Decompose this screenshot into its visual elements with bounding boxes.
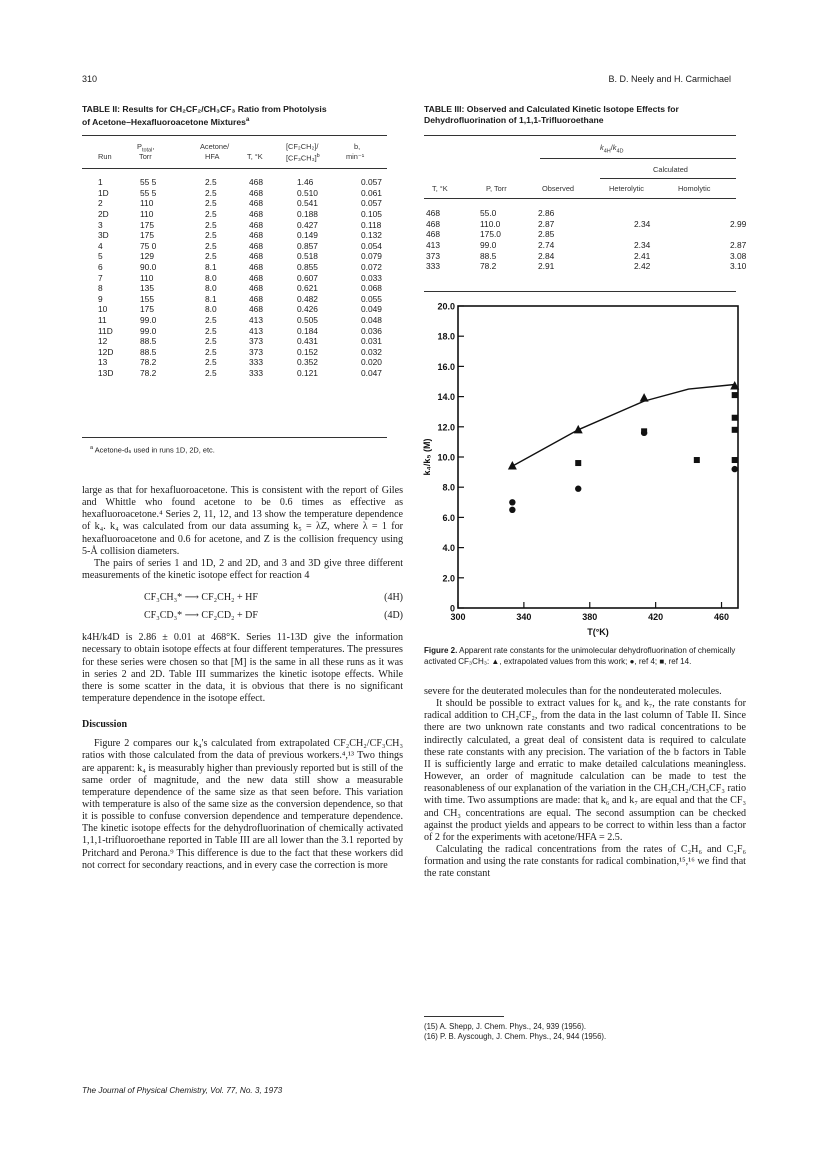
table-cell: 9 [98,293,103,304]
section-heading: Discussion [82,719,128,731]
table-cell: 333 [426,261,440,272]
table3-body [424,208,790,272]
table-row [424,240,790,251]
table-cell: 8.0 [205,283,217,294]
table-row [82,230,411,241]
table-cell: 2.87 [538,218,555,229]
table-cell: 468 [249,251,263,262]
figure2-caption: Figure 2. Apparent rate constants for the unimolecular dehydrofluorination of chemically activated CF₃CH₃: ▲, extrapolated values from this work; ●, ref 4; ■, ref 14. [424,646,736,666]
y-tick-label: 0 [449,603,455,614]
plot-frame [458,306,738,608]
paragraph: Calculating the radical concentrations from the rates of C₂H₆ and C₂F₆ formation and using the rate constants for radical combination,¹⁵,¹⁶ we find that the rate constant [424,844,746,880]
table-cell: 78.2 [140,367,157,378]
table-cell: 0.607 [297,272,318,283]
table-cell: 12 [98,336,108,347]
table-cell: 468 [249,283,263,294]
table-cell [704,229,790,240]
square-point [732,392,738,398]
table-cell: 99.0 [480,240,497,251]
triangle-point [640,393,649,402]
table2-header: Run $P_{total}$, Torr Acetone/ HFA T, °K [CF₂CH₂]/ $[CF_3CH_3]^b$ b, min⁻¹ [98,142,365,163]
table-row [82,336,411,347]
table-cell: 78.2 [140,357,157,368]
table3-group-rule [540,158,736,159]
circle-point [509,507,515,513]
equations: CF₃CH₃* ⟶ CF₂CH₂ + HF (4H) CF₃CD₃* ⟶ CF₂CD₂ + DF (4D) [144,592,403,622]
y-tick-label: 4.0 [442,543,455,554]
table-cell: 10 [98,304,108,315]
table-cell: 2.74 [538,240,555,251]
table-cell: 0.118 [361,219,382,230]
table-row [82,283,411,294]
table-row [82,177,411,188]
table-cell: 55 5 [140,187,157,198]
figure2-chart [418,296,748,641]
table-cell: 3.08 [730,250,747,261]
y-tick-label: 16.0 [437,361,455,372]
table-cell: 0.518 [297,251,318,262]
table-cell: 0.079 [361,251,382,262]
y-axis-label: k₄/k₅ (M) [422,438,432,476]
table-row [82,251,411,262]
running-header-authors: B. D. Neely and H. Carmichael [608,74,731,84]
table-cell: 88.5 [140,336,157,347]
table-cell [608,229,704,240]
table2-caption: TABLE II: Results for CH₂CF₂/CH₃CF₃ Ratio from Photolysis of Acetone–Hexafluoroacetone Mixtures$^a$ [82,104,327,127]
table-cell: 0.427 [297,219,318,230]
table-row [424,229,790,240]
table3-calc-header: Calculated [653,165,688,174]
table-cell: 8.0 [205,304,217,315]
table-cell: 175.0 [480,229,501,240]
table-cell: 0.855 [297,262,318,273]
table-row [82,188,411,199]
x-tick-label: 420 [648,612,664,622]
table-cell: 2.5 [205,240,217,251]
table-row [82,262,411,273]
table-cell: 373 [426,250,440,261]
table-row [424,219,790,230]
triangle-point [508,461,517,470]
journal-footer: The Journal of Physical Chemistry, Vol. 77, No. 3, 1973 [82,1086,283,1095]
table-cell: 2.5 [205,198,217,209]
table-cell: 2.5 [205,209,217,220]
table-cell: 0.510 [297,187,318,198]
table-cell: 468 [249,177,263,188]
y-tick-label: 10.0 [437,452,455,463]
square-point [641,428,647,434]
table-cell: 99.0 [140,325,157,336]
table-cell: 468 [249,219,263,230]
table-cell: 2.5 [205,357,217,368]
paragraph: The pairs of series 1 and 1D, 2 and 2D, and 3 and 3D give three different measurements of the kinetic isotope effect for reaction 4 [82,557,403,582]
paragraph: large as that for hexafluoroacetone. This is consistent with the report of Giles and Whittle who found acetone to be 0.6 times as effective as hexafluoroacetone.⁴ Series 2, 11, 12, and 13 show the temperature dependence of k₄. k₄ was calculated from our data assuming k₅ = λZ, where λ = 1 for hexafluoroacetone and 0.6 for acetone, and Z is the collision frequency using 5-Å collision diameters. [82,485,403,557]
table-cell: 468 [249,272,263,283]
table-cell: 2.41 [634,250,651,261]
circle-point [732,466,738,472]
table-cell: 0.352 [297,357,318,368]
y-tick-label: 14.0 [437,392,455,403]
x-tick-label: 380 [582,612,598,622]
table3-bottom-rule [424,291,736,292]
table-cell: 2.99 [730,218,747,229]
table-row [82,347,411,358]
table-cell: 0.033 [361,272,382,283]
square-point [575,460,581,466]
table-cell: 110 [140,198,154,209]
table-row [82,325,411,336]
table-cell: 2.5 [205,325,217,336]
table2-body [82,177,411,378]
table-cell: 2.87 [730,240,747,251]
table-row [82,304,411,315]
table-cell: 0.057 [361,177,382,188]
table-cell: 2.5 [205,315,217,326]
table-cell: 13 [98,357,108,368]
table-cell: 135 [140,283,154,294]
table-cell: 468 [249,209,263,220]
table-cell: 0.032 [361,346,382,357]
table-row [82,272,411,283]
paragraph: Figure 2 compares our k₄'s calculated from extrapolated CF₂CH₂/CF₃CH₃ ratios with those calculated from the data of previous workers.⁴,¹³ Two things are apparent: k₄ is measurably higher than previously reported but is still of the same order of magnitude, and the new data still show a measurable temperature dependence of the same size as that seen before. This variation with temperature is also of the same size as the conversion dependence, so that it is possible to confuse conversion dependence and temperature dependence. The kinetic isotope effects for the dehydrofluorination of chemically activated 1,1,1-trifluoroethane reported in Table III are all lower than the 3.1 reported by Pritchard and Perona.⁹ This difference is due to the fact that these workers did not correct for secondary reactions, and in every case the correction is more [82,738,403,871]
table-cell: 4 [98,240,103,251]
table-cell [704,208,790,219]
table-cell: 55.0 [480,208,497,219]
table-cell: 1.46 [297,177,314,188]
table-cell [608,208,704,219]
table-cell: 0.152 [297,346,318,357]
paragraph: severe for the deuterated molecules than for the nondeuterated molecules. [424,686,722,697]
table-row [82,241,411,252]
table-cell: 0.055 [361,293,382,304]
table-cell: 88.5 [140,346,157,357]
table-cell: 110 [140,209,154,220]
table-cell: 78.2 [480,261,497,272]
table3-top-rule [424,135,736,136]
table-cell: 2.86 [538,208,555,219]
table-cell: 468 [249,262,263,273]
table-cell: 2.5 [205,346,217,357]
table-cell: 0.188 [297,209,318,220]
table-cell: 468 [249,240,263,251]
table-cell: 2.34 [634,240,651,251]
table-cell: 5 [98,251,103,262]
table-row [82,219,411,230]
table-cell: 373 [249,336,263,347]
y-tick-label: 8.0 [442,482,455,493]
table-cell: 11D [98,325,113,336]
table-cell: 413 [249,325,263,336]
y-tick-label: 20.0 [437,301,455,312]
table-cell: 90.0 [140,262,157,273]
table-cell: 468 [249,230,263,241]
table-cell: 0.049 [361,304,382,315]
table-cell: 0.068 [361,283,382,294]
x-tick-label: 300 [450,612,466,622]
references-rule [424,1016,504,1017]
table-cell: 2.5 [205,219,217,230]
table-cell: 333 [249,367,263,378]
table-cell: 2.85 [538,229,555,240]
table2-header-rule [82,168,387,169]
table-cell: 2.34 [634,218,651,229]
table-cell: 468 [426,229,440,240]
table-cell: 8.0 [205,272,217,283]
table-cell: 0.036 [361,325,382,336]
table-cell: 3D [98,230,109,241]
table3-header-rule [424,198,736,199]
table-cell: 8.1 [205,262,217,273]
table-cell: 0.132 [361,230,382,241]
table-cell: 110.0 [480,218,501,229]
table-row [424,250,790,261]
table-cell: 2.5 [205,251,217,262]
table-cell: 373 [249,346,263,357]
table-cell: 0.121 [297,367,318,378]
square-point [694,457,700,463]
table-cell: 0.431 [297,336,318,347]
table-cell: 99.0 [140,315,157,326]
table-row [82,198,411,209]
table-cell: 468 [249,304,263,315]
table-cell: 0.047 [361,367,382,378]
table-cell: 3 [98,219,103,230]
table-cell: 0.621 [297,283,318,294]
y-tick-label: 2.0 [442,573,455,584]
table-cell: 333 [249,357,263,368]
table-cell: 110 [140,272,154,283]
table-cell: 13D [98,367,114,378]
table-cell: 8 [98,283,103,294]
square-point [732,415,738,421]
table-cell: 0.184 [297,325,318,336]
square-point [732,427,738,433]
table3-group-header: $k_{4H}/k_{4D}$ [600,143,624,155]
table-cell: 0.482 [297,293,318,304]
table-cell: 8.1 [205,293,217,304]
table-cell: 155 [140,293,154,304]
x-tick-label: 340 [516,612,532,622]
table-cell: 468 [249,187,263,198]
table2-bottom-rule [82,437,387,438]
table-cell: 11 [98,315,107,326]
table-cell: 468 [249,198,263,209]
table-cell: 2.91 [538,261,555,272]
page-number: 310 [82,74,98,84]
table-cell: 0.061 [361,187,382,198]
y-tick-label: 6.0 [442,512,455,523]
table3-caption: TABLE III: Observed and Calculated Kinetic Isotope Effects for Dehydrofluorination of 1,1,1-Trifluoroethane [424,104,679,125]
references: (15) A. Shepp, J. Chem. Phys., 24, 939 (1956). (16) P. B. Ayscough, J. Chem. Phys., 24, 944 (1956). [424,1022,607,1041]
table-row [82,209,411,220]
table-cell: 175 [140,219,154,230]
table-cell: 2.42 [634,261,651,272]
fit-curve [512,385,734,467]
table-cell: 1 [98,177,103,188]
right-column [424,686,746,881]
table-cell: 129 [140,251,154,262]
table-cell: 55 5 [140,177,157,188]
table-cell: 0.426 [297,304,318,315]
table-cell: 0.105 [361,209,382,220]
y-tick-label: 12.0 [437,422,455,433]
table-cell: 175 [140,304,154,315]
table3-header: T, °K P, Torr Observed Heterolytic Homolytic [432,184,711,193]
left-column [82,485,403,872]
table-cell: 12D [98,346,114,357]
table-cell: 468 [426,208,440,219]
table-cell: 2 [98,198,103,209]
table-cell: 468 [426,218,440,229]
table2-footnote: $^a$ Acetone-d₆ used in runs 1D, 2D, etc. [90,445,215,455]
table-cell: 7 [98,272,103,283]
table-cell: 2D [98,209,109,220]
table-row [82,368,411,379]
table-cell: 0.072 [361,262,382,273]
y-tick-label: 18.0 [437,331,455,342]
x-axis-label: T(°K) [587,627,609,637]
table-cell: 0.020 [361,357,382,368]
paragraph: It should be possible to extract values for k₆ and k₇, the rate constants for radical addition to CH₂CF₂, from the data in the last column of Table II. Since there are two unknown rate constants and two radical concentrations to be indirectly calculated, a great deal of consistent data is required to calculate these rate constants with any precision. The variation of the b factors in Table II is sufficiently large and erratic to make detailed calculations meaningless. However, an order of magnitude calculation can be made to test the reasonableness of our explanation of the variation in the CH₂CH₂/CH₃CF₃ ratio with time. Two assumptions are made: that k₆ and k₇ are equal and that the CF₃ and CH₃ concentrations are equal. The second assumption can be checked against the product yields and appears to be correct to within less than a factor of 2 for the experiments with acetone/HFA = 2.5. [424,698,746,843]
table-cell: 1D [98,187,109,198]
table-cell: 0.031 [361,336,382,347]
table-row [82,294,411,305]
table-cell: 2.84 [538,250,555,261]
circle-point [509,499,515,505]
table-cell: 2.5 [205,336,217,347]
table-cell: 2.5 [205,367,217,378]
table-row [424,208,790,219]
circle-point [575,486,581,492]
table-cell: 0.054 [361,240,382,251]
table-cell: 3.10 [730,261,747,272]
table-cell: 0.857 [297,240,318,251]
table-cell: 6 [98,262,103,273]
table-cell: 2.5 [205,187,217,198]
table-cell: 468 [249,293,263,304]
table-cell: 75 0 [140,240,157,251]
table-cell: 413 [426,240,440,251]
table-cell: 175 [140,230,154,241]
table2-top-rule [82,135,387,136]
table-cell: 0.048 [361,315,382,326]
table-cell: 0.149 [297,230,318,241]
table-cell: 2.5 [205,230,217,241]
table-cell: 0.505 [297,315,318,326]
table-row [82,357,411,368]
table-cell: 0.541 [297,198,318,209]
square-point [732,457,738,463]
table-cell: 88.5 [480,250,497,261]
table3-calc-rule [600,178,736,179]
table-cell: 413 [249,315,263,326]
table-row [82,315,411,326]
table-row [424,261,790,272]
x-tick-label: 460 [714,612,730,622]
table-cell: 0.057 [361,198,382,209]
table-cell: 2.5 [205,177,217,188]
paragraph: k4H/k4D is 2.86 ± 0.01 at 468°K. Series 11-13D give the information necessary to obtain isotope effects at four different temperatures. The pressures for these series were chosen so that [M] is the same in all these runs as it was in series 2 and 2D. Table III summarizes the kinetic isotope effects. While there is some scatter in the data, it is obvious that there is no significant temperature dependence in the isotope effect. [82,632,403,705]
